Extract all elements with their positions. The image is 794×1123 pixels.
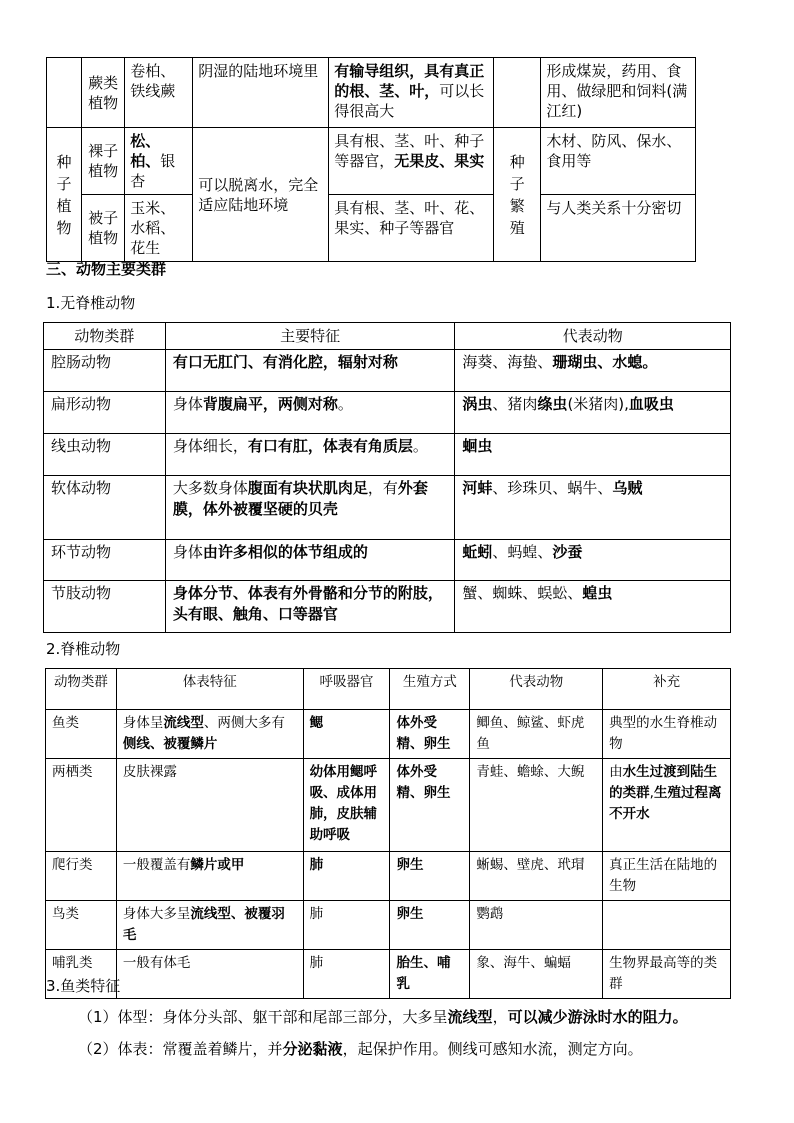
reproduction-cell: 体外受精、卵生	[390, 710, 470, 759]
example-cell: 象、海牛、蝙蝠	[470, 950, 603, 999]
table-row	[47, 128, 696, 195]
column-header: 补充	[603, 669, 731, 710]
column-header: 动物类群	[46, 669, 117, 710]
note-cell: 生物界最高等的类群	[603, 950, 731, 999]
example-cell: 蚯蚓、蚂蝗、沙蚕	[455, 540, 731, 581]
column-header: 动物类群	[44, 323, 166, 350]
plant-habitat-cell: 阴湿的陆地环境里	[193, 58, 329, 128]
table-row	[46, 852, 731, 901]
subsection-heading: 2.脊椎动物	[46, 640, 121, 658]
surface-cell: 皮肤裸露	[116, 759, 303, 852]
plant-examples-cell: 松、柏、银杏	[125, 128, 193, 195]
feature-cell: 身体细长，有口有肛，体表有角质层。	[165, 434, 455, 476]
table-row	[44, 476, 731, 540]
column-header: 主要特征	[165, 323, 455, 350]
example-cell: 蛔虫	[455, 434, 731, 476]
table-row	[47, 58, 696, 128]
animal-group-cell: 节肢动物	[44, 581, 166, 633]
example-cell: 蟹、蜘蛛、蜈蚣、蝗虫	[455, 581, 731, 633]
reproduction-cell: 胎生、哺乳	[390, 950, 470, 999]
feature-cell: 身体分节、体表有外骨骼和分节的附肢，头有眼、触角、口等器官	[165, 581, 455, 633]
reproduction-cell: 卵生	[390, 852, 470, 901]
reproduction-cell: 体外受精、卵生	[390, 759, 470, 852]
plant-sub-cell: 蕨类植物	[82, 58, 125, 128]
table-row	[44, 392, 731, 434]
breathing-cell: 肺	[303, 901, 390, 950]
animal-group-cell: 线虫动物	[44, 434, 166, 476]
animal-group-cell: 哺乳类	[46, 950, 117, 999]
column-header: 呼吸器官	[303, 669, 390, 710]
surface-cell: 一般有体毛	[116, 950, 303, 999]
reproduction-cell: 卵生	[390, 901, 470, 950]
table-header-row	[46, 669, 731, 710]
example-cell: 青蛙、蟾蜍、大鲵	[470, 759, 603, 852]
column-header: 生殖方式	[390, 669, 470, 710]
note-cell: 典型的水生脊椎动物	[603, 710, 731, 759]
note-cell	[603, 901, 731, 950]
breathing-cell: 肺	[303, 852, 390, 901]
plant-features-cell: 有输导组织，具有真正的根、茎、叶，可以长得很高大	[329, 58, 494, 128]
example-cell: 涡虫、猪肉绦虫(米猪肉),血吸虫	[455, 392, 731, 434]
note-cell: 真正生活在陆地的生物	[603, 852, 731, 901]
feature-cell: 大多数身体腹面有块状肌肉足，有外套膜，体外被覆坚硬的贝壳	[165, 476, 455, 540]
example-cell: 蜥蜴、壁虎、玳瑁	[470, 852, 603, 901]
table-row	[44, 350, 731, 392]
vertebrate-table	[45, 668, 731, 999]
surface-cell: 身体大多呈流线型、被覆羽毛	[116, 901, 303, 950]
table-row	[44, 434, 731, 476]
subsection-heading: 3.鱼类特征	[46, 977, 121, 995]
animal-group-cell: 两栖类	[46, 759, 117, 852]
plant-repro-cell: 种子繁殖	[494, 128, 541, 262]
plant-group-cell: 种子植物	[47, 128, 82, 262]
plant-features-cell: 具有根、茎、叶、花、果实、种子等器官	[329, 195, 494, 262]
fish-point: （1）体型：身体分头部、躯干部和尾部三部分，大多呈流线型，可以减少游泳时水的阻力。	[78, 1008, 688, 1026]
column-header: 代表动物	[470, 669, 603, 710]
breathing-cell: 肺	[303, 950, 390, 999]
table-header-row	[44, 323, 731, 350]
plant-uses-cell: 与人类关系十分密切	[541, 195, 696, 262]
animal-group-cell: 爬行类	[46, 852, 117, 901]
breathing-cell: 幼体用鳃呼吸、成体用肺，皮肤辅助呼吸	[303, 759, 390, 852]
animal-group-cell: 扁形动物	[44, 392, 166, 434]
plant-sub-cell: 裸子植物	[82, 128, 125, 195]
animal-group-cell: 环节动物	[44, 540, 166, 581]
plant-uses-cell: 木材、防风、保水、食用等	[541, 128, 696, 195]
feature-cell: 有口无肛门、有消化腔，辐射对称	[165, 350, 455, 392]
table-row	[46, 710, 731, 759]
table-row	[44, 540, 731, 581]
plant-uses-cell: 形成煤炭，药用、食用、做绿肥和饲料(满江红)	[541, 58, 696, 128]
plant-repro-cell	[494, 58, 541, 128]
section-heading: 三、动物主要类群	[46, 260, 167, 278]
feature-cell: 身体背腹扁平，两侧对称。	[165, 392, 455, 434]
column-header: 体表特征	[116, 669, 303, 710]
animal-group-cell: 鱼类	[46, 710, 117, 759]
animal-group-cell: 腔肠动物	[44, 350, 166, 392]
plant-examples-cell: 玉米、水稻、花生	[125, 195, 193, 262]
subsection-heading: 1.无脊椎动物	[46, 294, 136, 312]
example-cell: 河蚌、珍珠贝、蜗牛、乌贼	[455, 476, 731, 540]
surface-cell: 身体呈流线型、两侧大多有侧线、被覆鳞片	[116, 710, 303, 759]
plant-features-cell: 具有根、茎、叶、种子等器官，无果皮、果实	[329, 128, 494, 195]
table-row	[44, 581, 731, 633]
fish-point: （2）体表：常覆盖着鳞片，并分泌黏液，起保护作用。侧线可感知水流，测定方向。	[78, 1040, 643, 1058]
note-cell: 由水生过渡到陆生的类群,生殖过程离不开水	[603, 759, 731, 852]
feature-cell: 身体由许多相似的体节组成的	[165, 540, 455, 581]
plant-examples-cell: 卷柏、铁线蕨	[125, 58, 193, 128]
example-cell: 海葵、海蛰、珊瑚虫、水螅。	[455, 350, 731, 392]
plant-group-cell	[47, 58, 82, 128]
column-header: 代表动物	[455, 323, 731, 350]
breathing-cell: 鳃	[303, 710, 390, 759]
plant-habitat-cell: 可以脱离水，完全适应陆地环境	[193, 128, 329, 262]
example-cell: 鲫鱼、鲸鲨、虾虎鱼	[470, 710, 603, 759]
animal-group-cell: 鸟类	[46, 901, 117, 950]
table-row	[46, 901, 731, 950]
table-row	[46, 950, 731, 999]
table-row	[47, 195, 696, 262]
surface-cell: 一般覆盖有鳞片或甲	[116, 852, 303, 901]
example-cell: 鹦鹉	[470, 901, 603, 950]
table-row	[46, 759, 731, 852]
plant-sub-cell: 被子植物	[82, 195, 125, 262]
animal-group-cell: 软体动物	[44, 476, 166, 540]
plant-table	[46, 57, 696, 262]
invertebrate-table	[43, 322, 731, 633]
